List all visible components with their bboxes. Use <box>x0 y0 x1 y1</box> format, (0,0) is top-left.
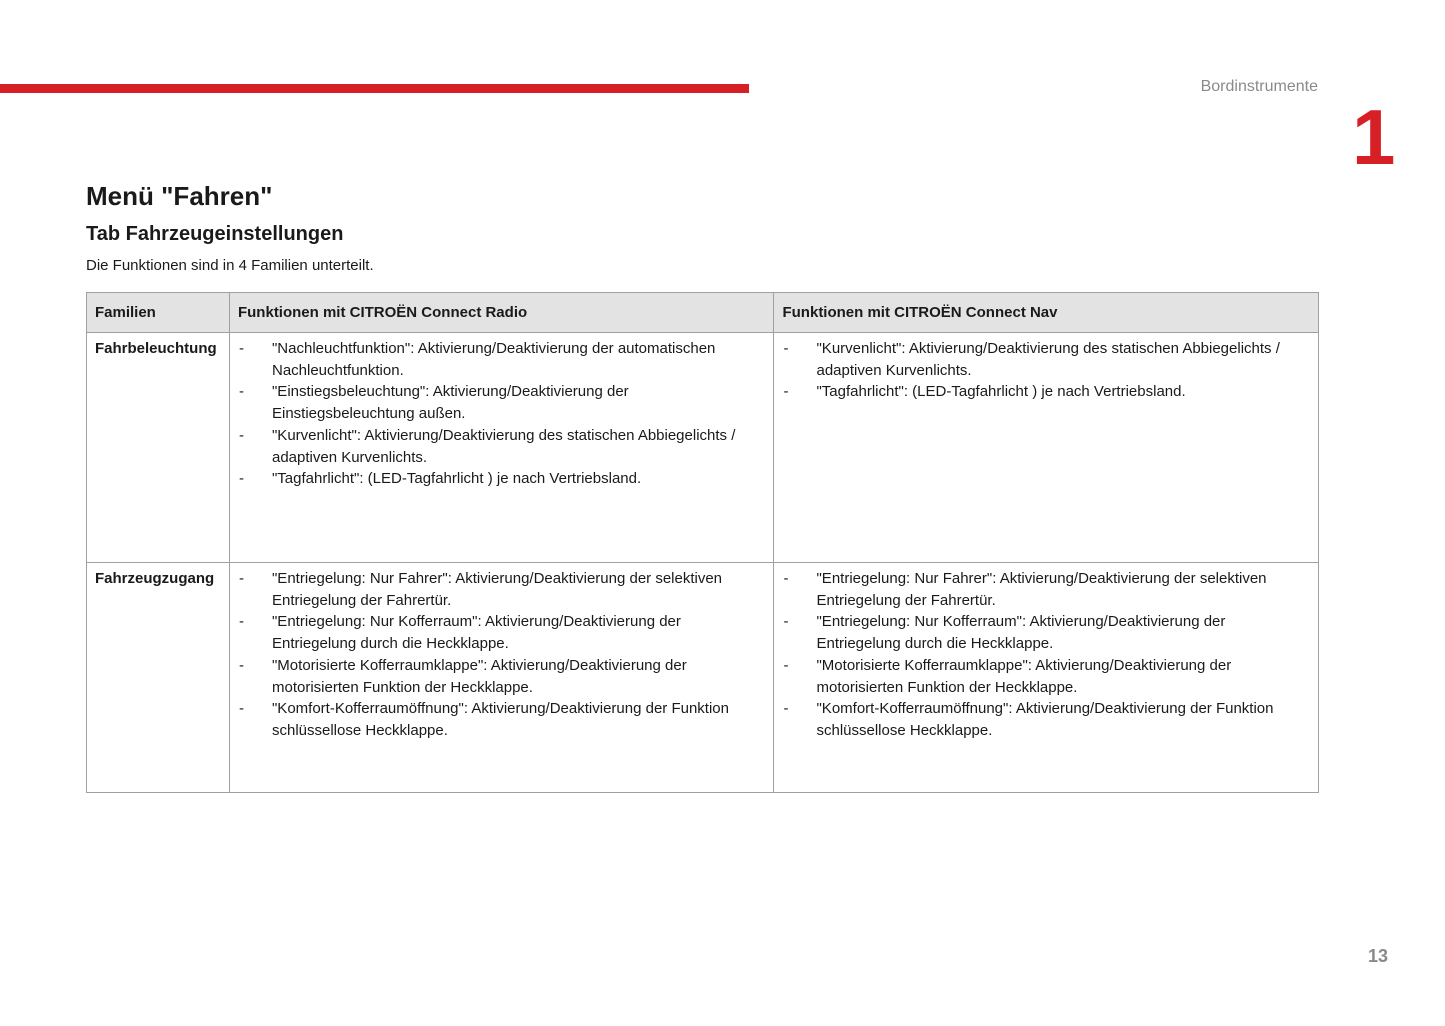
header-families: Familien <box>87 293 230 333</box>
list-item <box>782 568 1310 611</box>
list-item <box>782 381 1310 403</box>
family-cell: Fahrzeugzugang <box>87 563 230 793</box>
header-radio: Funktionen mit CITROËN Connect Radio <box>229 293 774 333</box>
function-text: "Kurvenlicht": Aktivierung/Deaktivierung des statischen Abbiegelichts / adaptiven Kurvenlichts. <box>271 426 736 466</box>
function-list <box>238 568 766 742</box>
page-subtitle: Tab Fahrzeugeinstellungen <box>86 223 344 245</box>
table-row <box>87 333 1319 563</box>
bullet-dash: - <box>783 383 789 401</box>
function-text: "Entriegelung: Nur Kofferraum": Aktivierung/Deaktivierung der Entriegelung durch die Heckklappe. <box>816 613 1226 653</box>
page-title: Menü "Fahren" <box>86 181 273 211</box>
list-item <box>782 655 1310 698</box>
function-text: "Entriegelung: Nur Kofferraum": Aktivierung/Deaktivierung der Entriegelung durch die Heckklappe. <box>271 613 681 653</box>
bullet-dash: - <box>783 700 789 718</box>
function-text: "Motorisierte Kofferraumklappe": Aktivierung/Deaktivierung der motorisierten Funktion der Heckklappe. <box>271 656 687 696</box>
section-title: Bordinstrumente <box>1200 78 1318 95</box>
function-text: "Komfort-Kofferraumöffnung": Aktivierung/Deaktivierung der Funktion schlüssellose Heckklappe. <box>271 700 729 739</box>
list-item <box>782 611 1310 654</box>
radio-functions-cell <box>229 563 774 793</box>
function-text: "Entriegelung: Nur Fahrer": Aktivierung/Deaktivierung der selektiven Entriegelung der Fahrertür. <box>816 570 1267 609</box>
function-text: "Komfort-Kofferraumöffnung": Aktivierung/Deaktivierung der Funktion schlüssellose Heckklappe. <box>816 700 1274 739</box>
function-list <box>782 338 1310 403</box>
list-item <box>782 698 1310 741</box>
list-item <box>238 468 766 490</box>
list-item <box>238 425 766 468</box>
bullet-dash: - <box>238 383 244 401</box>
bullet-dash: - <box>783 570 789 587</box>
function-list <box>238 338 766 490</box>
table-row <box>87 563 1319 793</box>
list-item <box>238 381 766 424</box>
family-cell: Fahrbeleuchtung <box>87 333 230 563</box>
bullet-dash: - <box>238 426 244 444</box>
functions-table <box>86 292 1319 793</box>
page-number: 13 <box>1368 946 1389 966</box>
bullet-dash: - <box>783 613 789 631</box>
table-header-row <box>87 293 1319 333</box>
radio-functions-cell <box>229 333 774 563</box>
list-item <box>238 338 766 381</box>
nav-functions-cell <box>774 333 1319 563</box>
function-text: "Entriegelung: Nur Fahrer": Aktivierung/Deaktivierung der selektiven Entriegelung der Fahrertür. <box>271 570 723 609</box>
header-accent-bar <box>0 84 749 93</box>
bullet-dash: - <box>238 700 244 718</box>
list-item <box>238 698 766 741</box>
list-item <box>238 655 766 698</box>
function-text: "Tagfahrlicht": (LED-Tagfahrlicht ) je nach Vertriebsland. <box>816 383 1186 401</box>
list-item <box>782 338 1310 381</box>
bullet-dash: - <box>238 470 244 488</box>
bullet-dash: - <box>783 340 789 357</box>
function-text: "Tagfahrlicht": (LED-Tagfahrlicht ) je nach Vertriebsland. <box>271 470 642 488</box>
function-text: "Nachleuchtfunktion": Aktivierung/Deaktivierung der automatischen Nachleuchtfunktion. <box>271 340 716 379</box>
function-text: "Motorisierte Kofferraumklappe": Aktivierung/Deaktivierung der motorisierten Funktion der Heckklappe. <box>816 656 1232 696</box>
function-list <box>782 568 1310 742</box>
function-text: "Einstiegsbeleuchtung": Aktivierung/Deaktivierung der Einstiegsbeleuchtung außen. <box>271 383 629 423</box>
bullet-dash: - <box>238 340 244 357</box>
bullet-dash: - <box>238 570 244 587</box>
chapter-number: 1 <box>1352 93 1396 181</box>
header-nav: Funktionen mit CITROËN Connect Nav <box>774 293 1319 333</box>
list-item <box>238 611 766 654</box>
function-text: "Kurvenlicht": Aktivierung/Deaktivierung des statischen Abbiegelichts / adaptiven Kurvenlichts. <box>816 340 1280 379</box>
bullet-dash: - <box>238 656 244 674</box>
nav-functions-cell <box>774 563 1319 793</box>
bullet-dash: - <box>783 656 789 674</box>
intro-text: Die Funktionen sind in 4 Familien unterteilt. <box>86 257 374 274</box>
bullet-dash: - <box>238 613 244 631</box>
list-item <box>238 568 766 611</box>
